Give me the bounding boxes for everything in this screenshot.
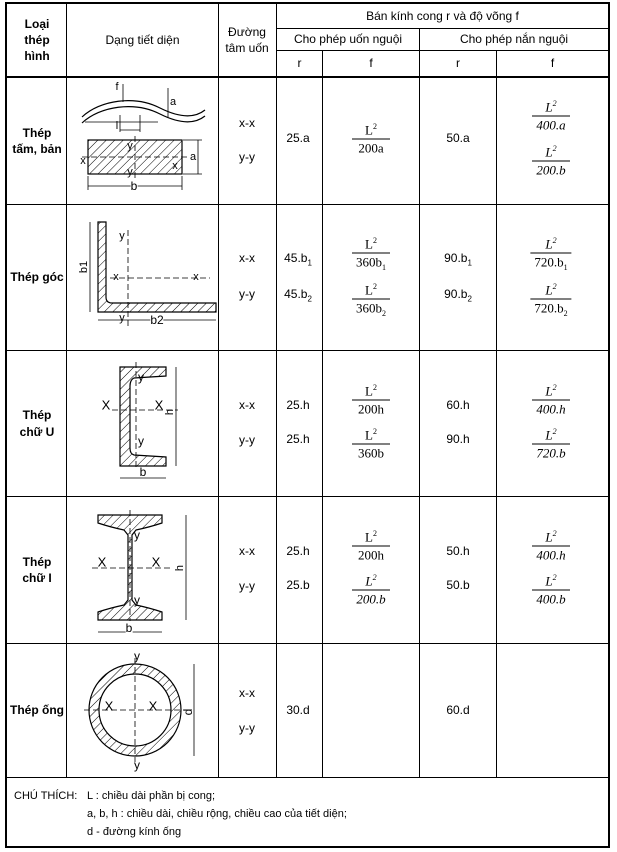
axis-x-label: X bbox=[101, 397, 111, 413]
deflection-fraction: $L^2$ 400.a bbox=[532, 99, 570, 134]
pipe-diagram bbox=[84, 658, 194, 762]
deflection-fraction: $L^2$ $360b_1$ bbox=[352, 236, 390, 271]
dim-label-b1: b1 bbox=[78, 260, 90, 274]
header-uon-nguoi: Cho phép uốn nguội bbox=[293, 32, 403, 47]
radius-value: 50.a bbox=[446, 131, 470, 145]
note-line: a, b, h : chiều dài, chiều rộng, chiều cao của tiết diện; bbox=[87, 808, 347, 820]
deflection-fraction: $L^2$ 200h bbox=[352, 529, 390, 564]
deflection-fraction: $L^2$ $720.b_1$ bbox=[530, 236, 571, 271]
axis-y-label: y bbox=[138, 370, 144, 384]
axis-label: y-y bbox=[239, 150, 255, 164]
dim-label-b: b bbox=[130, 179, 138, 193]
axis-y-label: y bbox=[134, 758, 140, 772]
radius-value: 50.h bbox=[446, 544, 470, 558]
radius-value: 50.b bbox=[446, 578, 470, 592]
axis-y-label: y bbox=[119, 230, 125, 242]
deflection-fraction: $L^2$ 720.b bbox=[532, 427, 570, 462]
axis-x-label: X bbox=[97, 554, 107, 570]
axis-label: x-x bbox=[239, 116, 255, 130]
dim-label-a: a bbox=[189, 151, 197, 163]
header-r-nan: r bbox=[456, 56, 460, 71]
dim-label-f: f bbox=[115, 81, 119, 93]
radius-value: $45.b_2$ bbox=[284, 287, 312, 304]
dim-label-b: b bbox=[139, 465, 147, 479]
radius-value: 25.b bbox=[286, 578, 310, 592]
header-f-uon: f bbox=[369, 56, 373, 71]
axis-y-label: y bbox=[119, 312, 125, 324]
header-loai: Loại thép hình bbox=[24, 16, 50, 64]
radius-value: $90.b_1$ bbox=[444, 251, 472, 268]
dim-label-h: h bbox=[174, 564, 186, 572]
header-dang: Dạng tiết diện bbox=[105, 32, 180, 47]
axis-y-label: y bbox=[127, 166, 133, 178]
header-ban-kinh: Bán kính cong r và độ võng f bbox=[366, 8, 519, 23]
axis-x-label: X bbox=[104, 698, 114, 714]
axis-x-label: X bbox=[151, 554, 161, 570]
dim-label-l: l bbox=[115, 120, 119, 132]
plate-diagram bbox=[82, 84, 205, 190]
header-f-nan: f bbox=[550, 56, 555, 71]
dim-label-h: h bbox=[164, 408, 176, 416]
dim-label-b: b bbox=[125, 621, 133, 635]
axis-label: y-y bbox=[239, 721, 255, 735]
radius-value: $90.b_2$ bbox=[444, 287, 472, 304]
axis-label: y-y bbox=[239, 579, 255, 593]
radius-value: 25.h bbox=[286, 544, 310, 558]
axis-y-label: y bbox=[138, 434, 144, 448]
channel-diagram bbox=[112, 362, 178, 478]
deflection-fraction: $L^2$ 400.h bbox=[532, 383, 570, 418]
row-name-thep-i: Thép chữ I bbox=[22, 554, 52, 585]
note-line: d - đường kính ống bbox=[87, 826, 182, 838]
axis-x-label: x bbox=[113, 271, 119, 283]
row-name-thep-u: Thép chữ U bbox=[19, 408, 55, 439]
deflection-fraction: $L^2$ $360b_2$ bbox=[352, 282, 390, 317]
axis-label: x-x bbox=[239, 398, 255, 412]
axis-x-label: x bbox=[80, 155, 86, 167]
dim-label-a: a bbox=[169, 96, 177, 108]
dim-label-b2: b2 bbox=[150, 313, 164, 327]
axis-y-label: y bbox=[134, 528, 140, 542]
notes-prefix: CHÚ THÍCH: bbox=[14, 790, 78, 802]
header-r-uon: r bbox=[297, 56, 302, 71]
axis-x-label: x bbox=[172, 160, 178, 172]
deflection-fraction: $L^2$ 360b bbox=[352, 427, 390, 462]
radius-value: 25.h bbox=[286, 432, 310, 446]
deflection-fraction: $L^2$ 400.b bbox=[532, 573, 570, 608]
axis-label: x-x bbox=[239, 686, 255, 700]
axis-y-label: y bbox=[127, 140, 133, 152]
axis-x-label: X bbox=[154, 397, 164, 413]
axis-y-label: y bbox=[134, 593, 140, 607]
note-line: L : chiều dài phần bị cong; bbox=[87, 790, 216, 802]
deflection-fraction: $L^2$ $720.b_2$ bbox=[530, 282, 571, 317]
fraction-numerator: $L^2$ bbox=[365, 122, 377, 138]
radius-value: 25.a bbox=[286, 131, 310, 145]
row-name-thep-goc: Thép góc bbox=[10, 270, 64, 285]
row-name-thep-ong: Thép ống bbox=[10, 703, 64, 718]
axis-y-label: y bbox=[134, 649, 140, 663]
deflection-fraction: $L^2$ 200.b bbox=[352, 573, 390, 608]
deflection-fraction: $L^2$ 400.h bbox=[532, 529, 570, 564]
header-nan-nguoi: Cho phép nắn nguội bbox=[459, 32, 569, 47]
dim-label-d: d bbox=[181, 708, 195, 716]
axis-label: x-x bbox=[239, 544, 255, 558]
radius-value: 25.h bbox=[286, 398, 310, 412]
axis-label: x-x bbox=[239, 251, 255, 265]
axis-x-label: x bbox=[193, 271, 199, 283]
radius-value: 90.h bbox=[446, 432, 470, 446]
axis-label: y-y bbox=[239, 287, 255, 301]
row-name-thep-tam: Thép tấm, bản bbox=[12, 125, 62, 156]
radius-value: 60.d bbox=[446, 703, 470, 717]
axis-label: y-y bbox=[239, 433, 255, 447]
radius-value: $45.b_1$ bbox=[284, 251, 312, 268]
deflection-fraction: $L^2$ 200.b bbox=[532, 144, 570, 179]
header-duong-tam: Đường tâm uốn bbox=[225, 24, 269, 55]
radius-value: 60.h bbox=[446, 398, 470, 412]
fraction-denominator: 200a bbox=[358, 140, 384, 156]
deflection-fraction: $L^2$ 200h bbox=[352, 383, 390, 418]
radius-value: 30.d bbox=[286, 703, 310, 717]
axis-x-label: X bbox=[148, 698, 158, 714]
